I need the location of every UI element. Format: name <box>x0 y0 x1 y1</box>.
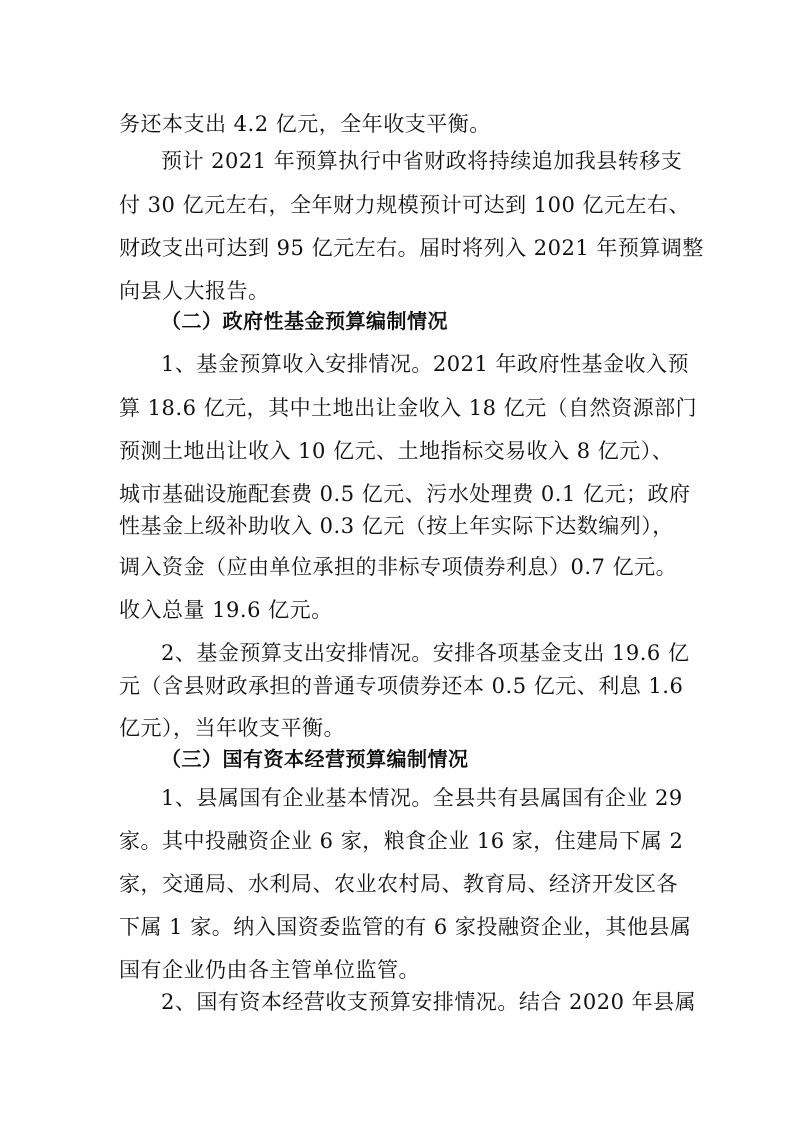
text-line <box>0 185 793 225</box>
text-line <box>0 228 793 268</box>
text-line-content: 1、基金预算收入安排情况。2021 年政府性基金收入预 <box>161 352 689 376</box>
text-line-content: 向县人大报告。 <box>119 279 270 303</box>
text-line-content: 家。其中投融资企业 6 家，粮食企业 16 家，住建局下属 2 <box>119 829 684 853</box>
section-heading-text: （三）国有资本经营预算编制情况 <box>161 747 469 771</box>
text-line-content: 收入总量 19.6 亿元。 <box>119 598 333 622</box>
text-line <box>0 666 793 706</box>
text-line-content: 国有企业仍由各主管单位监管。 <box>119 958 420 982</box>
text-line-content: 城市基础设施配套费 0.5 亿元、污水处理费 0.1 亿元；政府 <box>119 482 691 506</box>
text-line <box>0 431 793 471</box>
text-line-content: 2、基金预算支出安排情况。安排各项基金支出 19.6 亿 <box>161 641 690 665</box>
text-line-content: 调入资金（应由单位承担的非标专项债券利息）0.7 亿元。 <box>119 555 678 579</box>
section-heading <box>0 301 793 341</box>
text-line <box>0 590 793 630</box>
text-line-content: 2、国有资本经营收支预算安排情况。结合 2020 年县属 <box>161 990 697 1014</box>
text-line-content: 性基金上级补助收入 0.3 亿元（按上年实际下达数编列）， <box>119 514 674 538</box>
paragraph-line <box>0 344 793 384</box>
text-line-content: 算 18.6 亿元，其中土地出让金收入 18 亿元（自然资源部门 <box>119 396 698 420</box>
text-line <box>0 907 793 947</box>
text-line-content: 付 30 亿元左右，全年财力规模预计可达到 100 亿元左右、 <box>119 193 691 217</box>
paragraph-line <box>0 778 793 818</box>
text-line <box>0 104 793 144</box>
text-line-content: 1、县属国有企业基本情况。全县共有县属国有企业 29 <box>161 786 683 810</box>
text-line <box>0 388 793 428</box>
text-line-content: 预测土地出让收入 10 亿元、土地指标交易收入 8 亿元）、 <box>119 439 674 463</box>
text-line-content: 亿元），当年收支平衡。 <box>119 716 345 740</box>
text-line <box>0 864 793 904</box>
section-heading-text: （二）政府性基金预算编制情况 <box>161 309 448 333</box>
text-line-content: 财政支出可达到 95 亿元左右。届时将列入 2021 年预算调整 <box>119 236 704 260</box>
paragraph-line <box>0 141 793 181</box>
text-line-content: 务还本支出 4.2 亿元，全年收支平衡。 <box>119 112 491 136</box>
section-heading <box>0 739 793 779</box>
text-line-content: 元（含县财政承担的普通专项债券还本 0.5 亿元、利息 1.6 <box>119 674 684 698</box>
text-line-content: 家，交通局、水利局、农业农村局、教育局、经济开发区各 <box>119 872 678 896</box>
paragraph-line <box>0 982 793 1022</box>
text-line <box>0 821 793 861</box>
text-line-content: 下属 1 家。纳入国资委监管的有 6 家投融资企业，其他县属 <box>119 915 692 939</box>
text-line-content: 预计 2021 年预算执行中省财政将持续追加我县转移支 <box>161 149 683 173</box>
text-line <box>0 506 793 546</box>
text-line <box>0 547 793 587</box>
